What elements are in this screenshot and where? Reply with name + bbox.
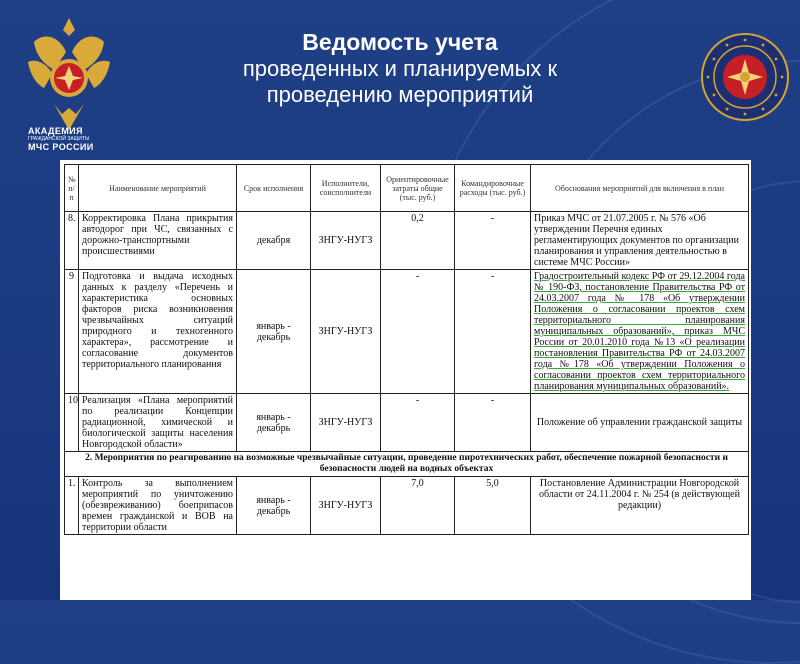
row-cost: - (381, 394, 455, 452)
department-emblem-icon (701, 33, 789, 121)
row-travel: - (455, 394, 531, 452)
row-name: Подготовка и выдача исходных данных к разделу «Перечень и характеристика основных факторов риска возникновения чрезвычайных ситуаций природного и техногенного характера», рассмотрение и согласование документов территориального планирования (79, 270, 237, 394)
row-basis: Положение об управлении гражданской защиты (531, 394, 749, 452)
academy-name (28, 126, 128, 152)
row-term: январь - декабрь (237, 270, 311, 394)
section-header-row (65, 452, 749, 477)
row-travel: - (455, 270, 531, 394)
row-num: 8. (65, 212, 79, 270)
header-num: № п/п (65, 165, 79, 212)
page-title (190, 28, 610, 108)
title-line-2: проведенных и планируемых к (242, 56, 558, 81)
row-term: декабря (237, 212, 311, 270)
row-executor: ЗНГУ-НУГЗ (311, 394, 381, 452)
row-travel: 5,0 (455, 477, 531, 535)
row-basis: Постановление Администрации Новгородской области от 24.11.2004 г. № 254 (в действующей редакции) (531, 477, 749, 535)
table-row (65, 212, 749, 270)
row-executor: ЗНГУ-НУГЗ (311, 270, 381, 394)
row-executor: ЗНГУ-НУГЗ (311, 477, 381, 535)
header-term: Срок исполнения (237, 165, 311, 212)
header-travel: Командировочные расходы (тыс. руб.) (455, 165, 531, 212)
header-basis: Обоснования мероприятий для включения в план (531, 165, 749, 212)
title-line-3: проведению мероприятий (266, 82, 534, 107)
section-title: 2. Мероприятия по реагированию на возможные чрезвычайные ситуации, проведение пиротехнических работ, обеспечение пожарной безопасности и безопасности людей на водных объектах (65, 452, 749, 477)
header-cost: Ориентировочные затраты общие (тыс. руб.) (381, 165, 455, 212)
row-term: январь - декабрь (237, 477, 311, 535)
table-row (65, 270, 749, 394)
row-basis: Градостроительный кодекс РФ от 29.12.2004 года № 190-ФЗ, постановление Правительства РФ от 24.03.2007 года № 178 «Об утверждении Положения о согласовании проектов схем территориального планирования муниципальных образований», приказ МЧС России от 20.01.2010 года №13 «О реализации постановления Правительства РФ от 24.03.2007 года №178 «Об утверждении Положения о согласовании проектов схем территориального планирования муниципальных образований». (531, 270, 749, 394)
table-header-row (65, 165, 749, 212)
table-row (65, 394, 749, 452)
title-line-1: Ведомость учета (302, 29, 498, 55)
row-num: 9 (65, 270, 79, 394)
academy-line-1: АКАДЕМИЯ (28, 126, 83, 136)
row-cost: - (381, 270, 455, 394)
header-name: Наименование мероприятий (79, 165, 237, 212)
row-name: Контроль за выполнением мероприятий по уничтожению (обезвреживанию) боеприпасов времен гражданской и ВОВ на территории области (79, 477, 237, 535)
row-cost: 0,2 (381, 212, 455, 270)
row-cost: 7,0 (381, 477, 455, 535)
row-executor: ЗНГУ-НУГЗ (311, 212, 381, 270)
row-term: январь - декабрь (237, 394, 311, 452)
events-table (64, 164, 749, 535)
academy-line-2: ГРАЖДАНСКОЙ ЗАЩИТЫ (28, 136, 90, 142)
table-row (65, 477, 749, 535)
row-num: 1. (65, 477, 79, 535)
document-sheet (60, 160, 751, 600)
row-name: Корректировка Плана прикрытия автодорог при ЧС, связанных с дорожно-транспортными происшествиями (79, 212, 237, 270)
row-name: Реализация «Плана мероприятий по реализации Концепции радиационной, химической и биологической защиты населения Новгородской области» (79, 394, 237, 452)
row-travel: - (455, 212, 531, 270)
header-executor: Исполнители, соисполнители (311, 165, 381, 212)
row-num: 10 (65, 394, 79, 452)
row-basis: Приказ МЧС от 21.07.2005 г. № 576 «Об утверждении Перечня единых регламентирующих документов по организации планирования и управления деятельностью в системе МЧС России» (531, 212, 749, 270)
academy-line-3: МЧС РОССИИ (28, 142, 94, 152)
